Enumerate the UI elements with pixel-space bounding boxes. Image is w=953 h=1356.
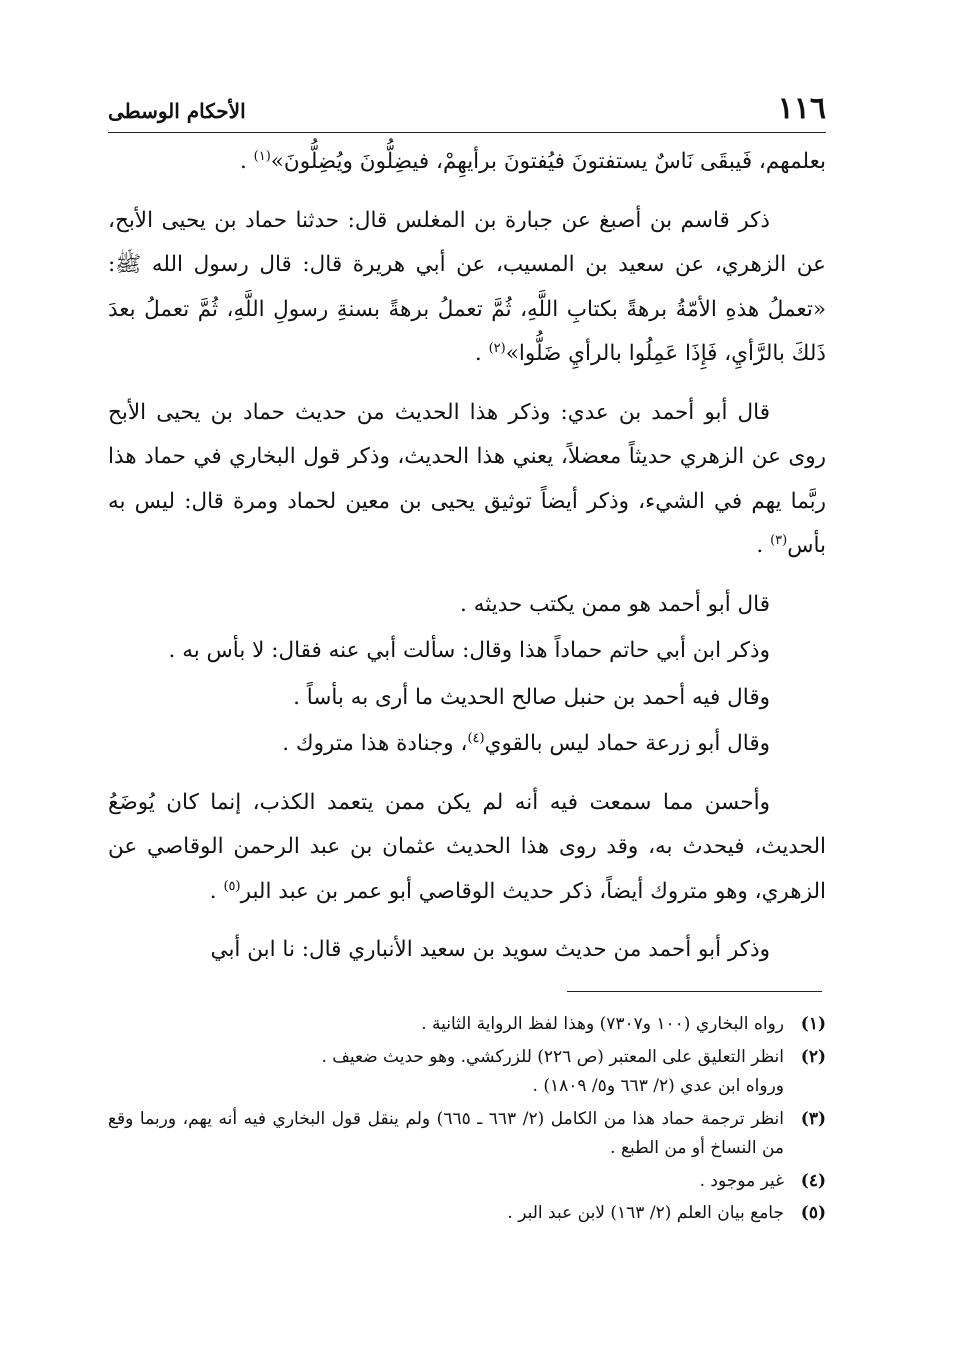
footnote-marker-5[interactable]: (٥) xyxy=(223,878,241,894)
footnote-text xyxy=(108,1199,784,1229)
footnote-marker-3[interactable]: (٣) xyxy=(770,532,788,548)
paragraph-text: وقال أبو زرعة حماد ليس بالقوي xyxy=(484,731,770,756)
main-text xyxy=(108,140,826,987)
footnote-marker-1[interactable]: (١) xyxy=(253,148,271,164)
footnote-3 xyxy=(108,1105,826,1164)
footnote-number: (٢) xyxy=(800,1046,826,1067)
paragraph-3 xyxy=(108,391,826,569)
paragraph-end: . xyxy=(756,533,771,558)
footnote-number: (٣) xyxy=(800,1108,826,1129)
paragraph-text: وقال فيه أحمد بن حنبل صالح الحديث ما أرى به بأساً . xyxy=(293,684,770,710)
footnote-line: غير موجود . xyxy=(699,1170,784,1191)
footnote-text xyxy=(108,1043,784,1102)
footnote-text xyxy=(108,1105,784,1164)
paragraph-text: قال أبو أحمد بن عدي: وذكر هذا الحديث من حديث حماد بن يحيى الأبح روى عن الزهري حديثاً معضلاً، يعني هذا الحديث، وذكر قول البخاري في حماد هذا ربَّما يهم في الشيء، وذكر أيضاً توثيق يحيى بن معين لحماد ومرة قال: ليس به بأس xyxy=(108,399,826,558)
paragraph-text: وذكر أبو أحمد من حديث سويد بن سعيد الأنباري قال: نا ابن أبي xyxy=(210,937,770,962)
footnote-line: جامع بيان العلم (٢/ ١٦٣) لابن عبد البر . xyxy=(507,1203,784,1223)
paragraph-text: وأحسن مما سمعت فيه أنه لم يكن ممن يتعمد الكذب، إنما كان يُوضَعُ الحديث، فيحدث به، وقد روى هذا الحديث عثمان بن عبد الرحمن الوقاصي عن الزهري، وهو متروك أيضاً، ذكر حديث الوقاصي أبو عمر بن عبد البر xyxy=(108,789,826,904)
paragraph-4 xyxy=(108,583,826,628)
page-number: ١١٦ xyxy=(777,91,826,126)
footnote-line: انظر ترجمة حماد هذا من الكامل (٢/ ٦٦٣ ـ ٦٦٥) ولم ينقل قول البخاري فيه أنه يهم، وربما وقع من النساخ أو من الطبع . xyxy=(108,1108,784,1158)
footnote-marker-4[interactable]: (٤) xyxy=(467,730,485,746)
footnote-number: (٤) xyxy=(800,1170,826,1191)
paragraph-text: وذكر ابن أبي حاتم حماداً هذا وقال: سألت أبي عنه فقال: لا بأس به . xyxy=(168,638,770,663)
footnotes xyxy=(108,1010,826,1232)
footnote-2 xyxy=(108,1043,826,1102)
footnote-line: ورواه ابن عدي (٢/ ٦٦٣ و٥/ ١٨٠٩) . xyxy=(532,1076,784,1096)
footnote-marker-2[interactable]: (٢) xyxy=(488,340,506,356)
running-title: الأحكام الوسطى xyxy=(108,99,246,123)
footnote-number: (١) xyxy=(800,1014,826,1034)
paragraph-8 xyxy=(108,781,826,915)
paragraph-1 xyxy=(108,140,826,185)
footnote-text xyxy=(108,1167,784,1197)
paragraph-text: بعلمهم، فَيبقَى نَاسٌ يستفتونَ فيُفتونَ برأيهِمْ، فيضِلُّونَ ويُضِلُّونَ» xyxy=(270,149,826,174)
paragraph-7 xyxy=(108,722,826,767)
paragraph-end: . xyxy=(209,878,224,904)
paragraph-5 xyxy=(108,629,826,674)
footnote-1 xyxy=(108,1010,826,1040)
paragraph-6 xyxy=(108,676,826,721)
paragraph-2 xyxy=(108,199,826,377)
paragraph-9 xyxy=(108,928,826,973)
page-header xyxy=(108,92,826,133)
footnote-4 xyxy=(108,1167,826,1197)
paragraph-text: قال أبو أحمد هو ممن يكتب حديثه . xyxy=(460,591,770,617)
footnote-5 xyxy=(108,1199,826,1229)
paragraph-text: ذكر قاسم بن أصبغ عن جبارة بن المغلس قال: حدثنا حماد بن يحيى الأبح، عن الزهري، عن سعيد بن المسيب، عن أبي هريرة قال: قال رسول الله ﷺ: «تعملُ هذهِ الأمّةُ برهةً بكتابِ اللَّهِ، ثُمَّ تعملُ برهةً بسنةِ رسولِ اللَّهِ، ثُمَّ تعملُ بعدَ ذَلكَ بالرَّأيِ، فَإِذَا عَمِلُوا بالرأيِ ضَلُّوا» xyxy=(108,207,826,366)
footnote-text xyxy=(108,1010,784,1040)
footnote-line: رواه البخاري (١٠٠ و٧٣٠٧) وهذا لفظ الرواية الثانية . xyxy=(421,1014,784,1034)
paragraph-end: . xyxy=(474,341,489,366)
paragraph-end: . xyxy=(239,149,254,174)
paragraph-end: ، وجنادة هذا متروك . xyxy=(282,731,468,756)
footnote-line: انظر التعليق على المعتبر (ص ٢٢٦) للزركشي. وهو حديث ضعيف . xyxy=(321,1046,784,1067)
footnote-number: (٥) xyxy=(800,1203,826,1223)
footnote-separator xyxy=(567,991,822,992)
